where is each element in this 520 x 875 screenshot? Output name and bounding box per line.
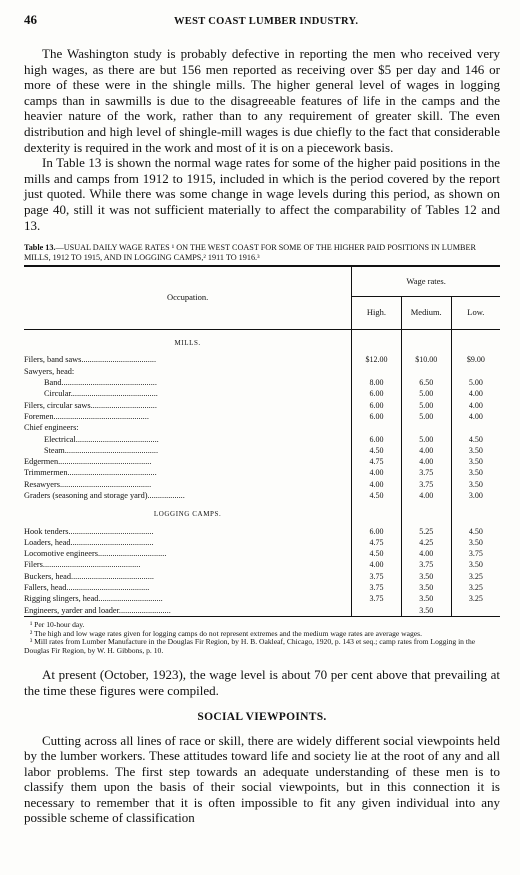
table-row [24,366,500,377]
high-rate-cell: 6.00 [352,434,401,445]
occupation-cell: Rigging slingers, head............................... [24,593,352,604]
medium-rate-cell: 4.00 [401,490,451,501]
footnote-3: ³ Mill rates from Lumber Manufacture in the Douglas Fir Region, by H. B. Oakleaf, Chicago, 1920, p. 143 et seq.; camp rates from Logging in the Douglas Fir Region, by W. H. Gibbons, p. 10. [24,637,476,655]
low-rate-cell: 4.00 [468,411,483,421]
medium-rate-cell [401,422,451,433]
occupation-cell: Graders (seasoning and storage yard).................. [24,490,352,501]
table-row [24,559,500,570]
high-rate-cell: 3.75 [352,582,401,593]
wage-rates-table [24,267,500,616]
occupation-cell: Filers............................................... [24,559,352,570]
occupation-cell: Filers, circular saws................................ [24,400,352,411]
section-heading: SOCIAL VIEWPOINTS. [197,710,327,723]
medium-rate-cell: 5.25 [401,526,451,537]
header-wage-rates: Wage rates. [352,267,500,296]
table-row [24,605,500,616]
table-row [24,388,500,399]
logging-rows [24,526,500,616]
medium-rate-cell: 3.75 [401,559,451,570]
occupation-cell: Edgermen............................................. [24,456,352,467]
table-row [24,467,500,478]
occupation-cell: Engineers, yarder and loader......................... [24,605,352,616]
header-low: Low. [451,296,500,330]
low-rate-cell [451,422,500,433]
medium-rate-cell: 6.50 [401,377,451,388]
high-rate-cell [352,605,401,616]
low-rate-cell: 4.00 [468,389,483,399]
high-rate-cell: $12.00 [352,354,401,365]
table-row [24,434,500,445]
low-rate-cell: 4.50 [468,434,483,444]
low-rate-cell: 3.25 [468,594,483,604]
medium-rate-cell: 3.50 [401,582,451,593]
low-rate-cell: 3.25 [468,583,483,593]
occupation-cell: Trimmermen........................................... [24,467,352,478]
high-rate-cell: 4.75 [352,456,401,467]
occupation-cell: Chief engineers: [24,422,352,433]
table-row [24,479,500,490]
occupation-cell: Locomotive engineers................................. [24,548,352,559]
table-row [24,377,500,388]
low-rate-cell: 3.50 [468,445,483,455]
high-rate-cell: 4.50 [352,445,401,456]
low-rate-cell [451,366,500,377]
occupation-cell: Electrical........................................ [24,434,352,445]
table-caption-text: —USUAL DAILY WAGE RATES ¹ ON THE WEST COAST FOR SOME OF THE HIGHER PAID POSITIONS IN LUMBER MILLS, 1912 TO 1915, AND IN LOGGING CAMPS,² 1911 TO 1916.³ [24,243,476,262]
medium-rate-cell: 5.00 [401,388,451,399]
table-caption [24,243,500,262]
header-occupation: Occupation. [24,267,352,330]
low-rate-cell: 3.00 [468,490,483,500]
table-row [24,582,500,593]
table-row [24,537,500,548]
table-row [24,445,500,456]
table-footnotes [24,621,500,655]
footnote-2: ² The high and low wage rates given for logging camps do not represent extremes and the medium wage rates are average wages. [30,628,423,638]
table-row [24,400,500,411]
occupation-cell: Foremen.............................................. [24,411,352,422]
medium-rate-cell: 3.50 [401,571,451,582]
header-medium: Medium. [401,296,451,330]
occupation-cell: Resawyers............................................ [24,479,352,490]
table-row [24,456,500,467]
high-rate-cell: 4.75 [352,537,401,548]
high-rate-cell [352,366,401,377]
medium-rate-cell: 5.00 [401,411,451,422]
medium-rate-cell: 4.00 [401,456,451,467]
table-row [24,526,500,537]
low-rate-cell: 3.50 [468,468,483,478]
mills-rows [24,354,500,501]
high-rate-cell: 4.50 [352,490,401,501]
high-rate-cell: 8.00 [352,377,401,388]
footnote-1: ¹ Per 10-hour day. [30,619,85,629]
low-rate-cell: 5.00 [468,378,483,388]
high-rate-cell: 4.50 [352,548,401,559]
table-row [24,490,500,501]
low-rate-cell: 3.50 [468,457,483,467]
occupation-cell: Fallers, head........................................ [24,582,352,593]
table-caption-label: Table 13. [24,243,56,253]
high-rate-cell: 4.00 [352,467,401,478]
paragraph-3: At present (October, 1923), the wage level is about 70 per cent above that prevailing at the time these figures were compiled. [24,667,500,698]
table-row [24,354,500,365]
medium-rate-cell: 3.50 [401,593,451,604]
section-label-mills: MILLS. [24,330,352,355]
medium-rate-cell: 3.75 [401,467,451,478]
medium-rate-cell: 3.50 [401,605,451,616]
medium-rate-cell: 5.00 [401,400,451,411]
low-rate-cell: 3.50 [468,537,483,547]
low-rate-cell: 3.50 [468,560,483,570]
table-row [24,571,500,582]
high-rate-cell: 6.00 [352,400,401,411]
occupation-cell: Steam............................................. [24,445,352,456]
medium-rate-cell: $10.00 [401,354,451,365]
section-label-logging: LOGGING CAMPS. [24,501,352,525]
occupation-cell: Loaders, head........................................ [24,537,352,548]
high-rate-cell: 4.00 [352,479,401,490]
table-row [24,593,500,604]
high-rate-cell: 6.00 [352,411,401,422]
header-high: High. [352,296,401,330]
occupation-cell: Filers, band saws.................................... [24,354,352,365]
occupation-cell: Buckers, head........................................ [24,571,352,582]
high-rate-cell: 6.00 [352,388,401,399]
medium-rate-cell: 4.00 [401,445,451,456]
occupation-cell: Hook tenders......................................... [24,526,352,537]
table-row [24,411,500,422]
low-rate-cell: 3.50 [468,479,483,489]
low-rate-cell: 4.50 [468,526,483,536]
low-rate-cell: 4.00 [468,400,483,410]
low-rate-cell: 3.75 [468,549,483,559]
high-rate-cell: 4.00 [352,559,401,570]
medium-rate-cell: 3.75 [401,479,451,490]
paragraph-4: Cutting across all lines of race or skill, there are widely different social viewpoints held by the lumber workers. These attitudes toward life and society lie at the root of any and all labor problems. The first step towards an adequate understanding of these men is to classify them upon the basis of their social viewpoints, but in this connection it is necessary to remember that it is often impossible to fit any given individual into any possible scheme of classification [24,732,500,826]
low-rate-cell [451,605,500,616]
medium-rate-cell: 4.00 [401,548,451,559]
medium-rate-cell: 5.00 [401,434,451,445]
high-rate-cell: 3.75 [352,571,401,582]
medium-rate-cell: 4.25 [401,537,451,548]
page-header [24,12,500,30]
table-row [24,422,500,433]
table-bottom-rule [24,616,500,617]
high-rate-cell: 3.75 [352,593,401,604]
paragraph-1: The Washington study is probably defective in reporting the men who received very high wages, as there are but 156 men reported as receiving over $5 per day and 146 or more of these were in the shingle mills. The higher general level of wages in logging camps than in sawmills is due to the disagreeable features of life in the camps and the heavier nature of the work, rather than to any requirement of greater skill. The even distribution and high level of shingle-mill wages is due chiefly to the fact that considerable dexterity is required in the work and most of it is on a piecework basis. [24,46,500,155]
medium-rate-cell [401,366,451,377]
low-rate-cell: $9.00 [466,355,485,365]
occupation-cell: Circular.......................................... [24,388,352,399]
low-rate-cell: 3.25 [468,571,483,581]
page-number: 46 [24,12,37,27]
occupation-cell: Band.............................................. [24,377,352,388]
running-head: WEST COAST LUMBER INDUSTRY. [174,16,359,27]
occupation-cell: Sawyers, head: [24,366,352,377]
high-rate-cell: 6.00 [352,526,401,537]
table-row [24,548,500,559]
high-rate-cell [352,422,401,433]
paragraph-2: In Table 13 is shown the normal wage rates for some of the higher paid positions in the mills and camps from 1912 to 1915, included in which is the period covered by the report just quoted. While there was some change in wage levels during this period, as shown on page 40, still it was not sufficient materially to affect the comparability of Tables 12 and 13. [24,155,500,233]
